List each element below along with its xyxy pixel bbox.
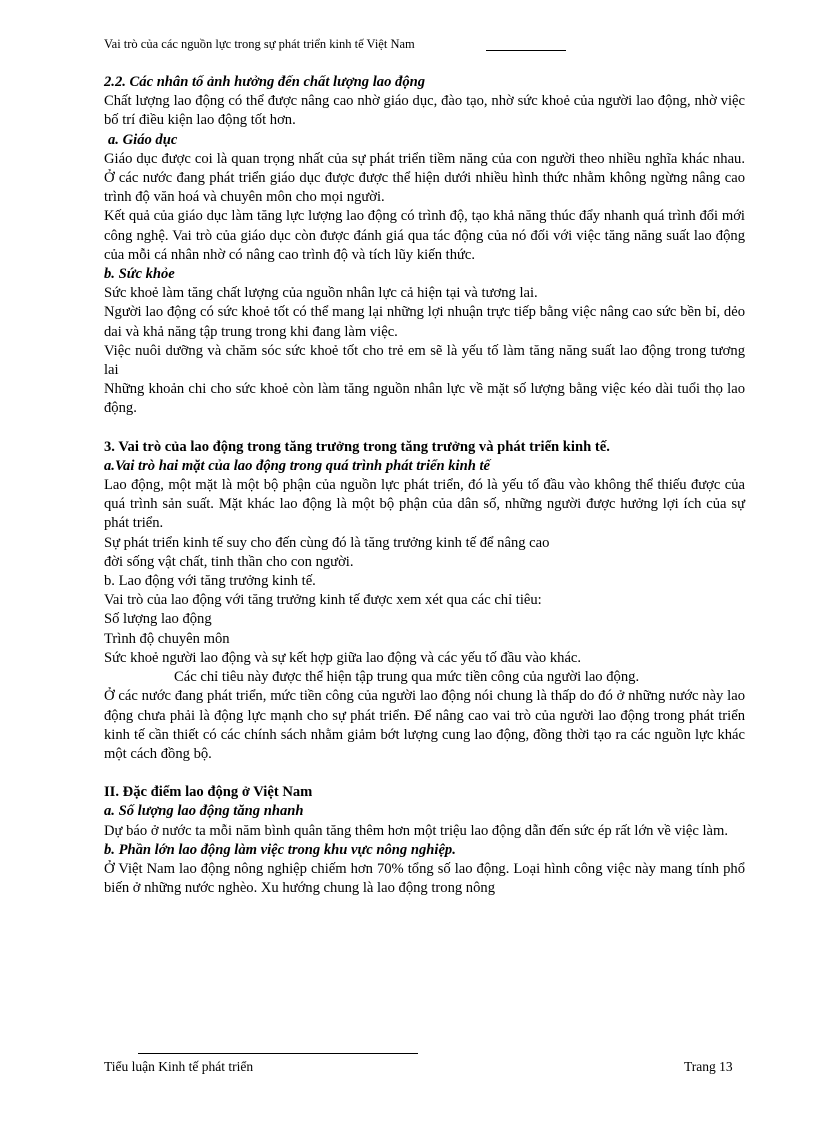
paragraph-spacer [104, 419, 745, 438]
paragraph: Dự báo ở nước ta mỗi năm bình quân tăng thêm hơn một triệu lao động dẫn đến sức ép rất lớn về việc làm. [104, 822, 729, 839]
document-body [104, 73, 745, 898]
paragraph: Các chỉ tiêu này được thể hiện tập trung qua mức tiền công của người lao động. [174, 669, 640, 686]
paragraph-spacer [104, 764, 745, 783]
page-number: Trang 13 [684, 1059, 733, 1074]
section-heading: a. Số lượng lao động tăng nhanh [104, 803, 304, 820]
paragraph: Ở Việt Nam lao động nông nghiệp chiếm hơn 70% tổng số lao động. Loại hình công việc này mang tính phổ biến ở những nước nghèo. Xu hướng chung là lao động trong nông [104, 860, 745, 897]
paragraph: Việc nuôi dưỡng và chăm sóc sức khoẻ tốt cho trẻ em sẽ là yếu tố làm tăng năng suất lao động trong tương lai [104, 342, 745, 379]
paragraph: đời sống vật chất, tinh thần cho con người. [104, 553, 354, 570]
section-heading: a.Vai trò hai mặt của lao động trong quá trình phát triển kinh tế [104, 457, 491, 474]
section-heading: 3. Vai trò của lao động trong tăng trưởng trong tăng trưởng và phát triển kinh tế. [104, 438, 610, 455]
section-heading: II. Đặc điểm lao động ở Việt Nam [104, 784, 313, 801]
paragraph: Giáo dục được coi là quan trọng nhất của sự phát triển tiềm năng của con người theo nhiều nghĩa khác nhau. Ở các nước đang phát triển giáo dục được được thể hiện dưới nhiều hình thức nhằm không ngừng nâng cao trình độ văn hoá và chuyên môn cho mọi người. [104, 150, 745, 206]
section-heading: a. Giáo dục [108, 131, 178, 148]
footer-title: Tiểu luận Kinh tế phát triển [104, 1059, 254, 1074]
paragraph: Chất lượng lao động có thể được nâng cao nhờ giáo dục, đào tạo, nhờ sức khoẻ của người lao động, nhờ việc bố trí điều kiện lao động tốt hơn. [104, 93, 745, 129]
paragraph: Trình độ chuyên môn [104, 630, 230, 647]
paragraph: Lao động, một mặt là một bộ phận của nguồn lực phát triển, đó là yếu tố đầu vào không thể thiếu được của quá trình sản suất. Mặt khác lao động là một bộ phận của dân số, những người được hưởng lợi ích của sự phát triển. [104, 477, 745, 532]
paragraph: Số lượng lao động [104, 611, 212, 628]
paragraph: Sự phát triển kinh tế suy cho đến cùng đó là tăng trưởng kinh tế để nâng cao [104, 534, 550, 551]
paragraph: Kết quả của giáo dục làm tăng lực lượng lao động có trình độ, tạo khả năng thúc đẩy nhanh quá trình đổi mới công nghệ. Vai trò của giáo dục còn được đánh giá qua tác động của nó đối với việc tăng năng suất lao động của mỗi cá nhân nhờ có nâng cao trình độ và tích lũy kiến thức. [104, 208, 745, 263]
section-heading: b. Sức khỏe [104, 266, 175, 283]
paragraph: b. Lao động với tăng trưởng kinh tế. [104, 573, 316, 590]
paragraph: Sức khoẻ làm tăng chất lượng của nguồn nhân lực cả hiện tại và tương lai. [104, 285, 538, 302]
section-heading: b. Phần lớn lao động làm việc trong khu vực nông nghiệp. [104, 841, 456, 858]
paragraph: Sức khoẻ người lao động và sự kết hợp giữa lao động và các yếu tố đầu vào khác. [104, 649, 582, 666]
header-rule [486, 50, 566, 51]
paragraph: Vai trò của lao động với tăng trưởng kinh tế được xem xét qua các chỉ tiêu: [104, 592, 542, 609]
paragraph: Ở các nước đang phát triển, mức tiền công của người lao động nói chung là thấp do đó ở những nước này lao động chưa phải là động lực mạnh cho sự phát triển. Để nâng cao vai trò của người lao động trong phát triển kinh tế cần thiết có các chính sách nhằm giảm bớt lượng cung lao động, đồng thời tạo ra các nguồn lực khác một cách đồng bộ. [104, 688, 745, 762]
paragraph: Những khoản chi cho sức khoẻ còn làm tăng nguồn nhân lực về mặt số lượng bằng việc kéo dài tuổi thọ lao động. [104, 381, 745, 417]
footer-rule [138, 1053, 418, 1054]
paragraph: Người lao động có sức khoẻ tốt có thể mang lại những lợi nhuận trực tiếp bằng việc nâng cao sức bền bỉ, dẻo dai và khả năng tập trung trong khi đang làm việc. [104, 304, 745, 340]
page-header: Vai trò của các nguồn lực trong sự phát triển kinh tế Việt Nam [104, 37, 415, 51]
section-heading: 2.2. Các nhân tố ảnh hưởng đến chất lượng lao động [104, 74, 426, 90]
